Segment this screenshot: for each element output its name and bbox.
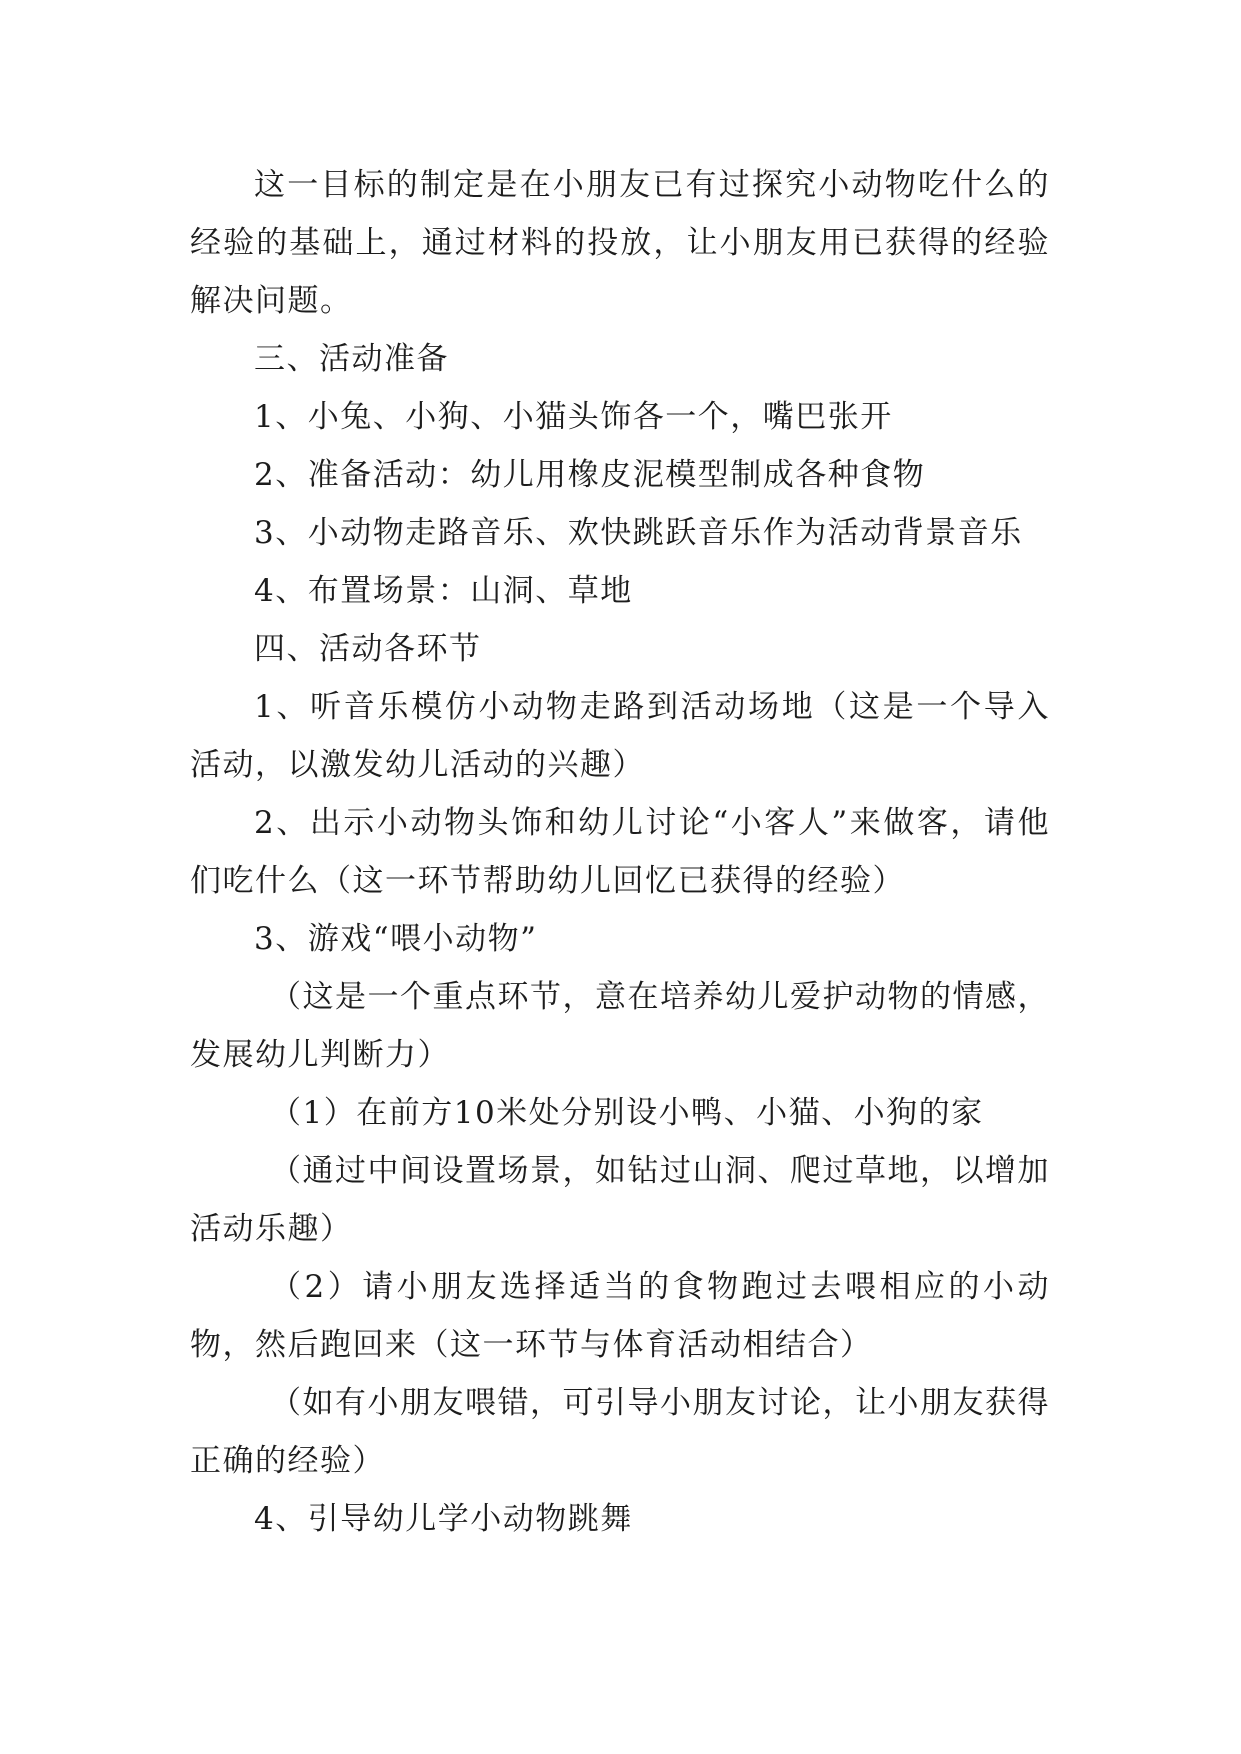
list-item-step-4: 4、引导幼儿学小动物跳舞 [254,1501,633,1537]
list-item-step-2: 2、出示小动物头饰和幼儿讨论“小客人”来做客，请他们吃什么（这一环节帮助幼儿回忆已获得的经验） [190,805,1050,899]
list-item-substep-2: （2）请小朋友选择适当的食物跑过去喂相应的小动物，然后跑回来（这一环节与体育活动相结合） [190,1269,1050,1363]
paragraph-substep-1-note: （通过中间设置场景，如钻过山洞、爬过草地，以增加活动乐趣） [190,1153,1050,1247]
list-item-prep-3: 3、小动物走路音乐、欢快跳跃音乐作为活动背景音乐 [254,515,1023,551]
list-item-prep-4: 4、布置场景：山洞、草地 [254,573,633,609]
section-heading-activity-steps: 四、活动各环节 [254,631,482,667]
list-item-prep-2: 2、准备活动：幼儿用橡皮泥模型制成各种食物 [254,457,926,493]
list-item-prep-1: 1、小兔、小狗、小猫头饰各一个，嘴巴张开 [254,399,893,435]
paragraph-goal-rationale: 这一目标的制定是在小朋友已有过探究小动物吃什么的经验的基础上，通过材料的投放，让小朋友用已获得的经验解决问题。 [190,167,1050,319]
list-item-step-1: 1、听音乐模仿小动物走路到活动场地（这是一个导入活动，以激发幼儿活动的兴趣） [190,689,1050,783]
paragraph-step-3-note: （这是一个重点环节，意在培养幼儿爱护动物的情感，发展幼儿判断力） [190,979,1050,1073]
list-item-step-3: 3、游戏“喂小动物” [254,921,538,957]
list-item-substep-1: （1）在前方10米处分别设小鸭、小猫、小狗的家 [270,1095,984,1131]
paragraph-substep-2-note: （如有小朋友喂错，可引导小朋友讨论，让小朋友获得正确的经验） [190,1385,1050,1479]
document-body [190,156,1050,1548]
section-heading-preparation: 三、活动准备 [254,341,449,377]
